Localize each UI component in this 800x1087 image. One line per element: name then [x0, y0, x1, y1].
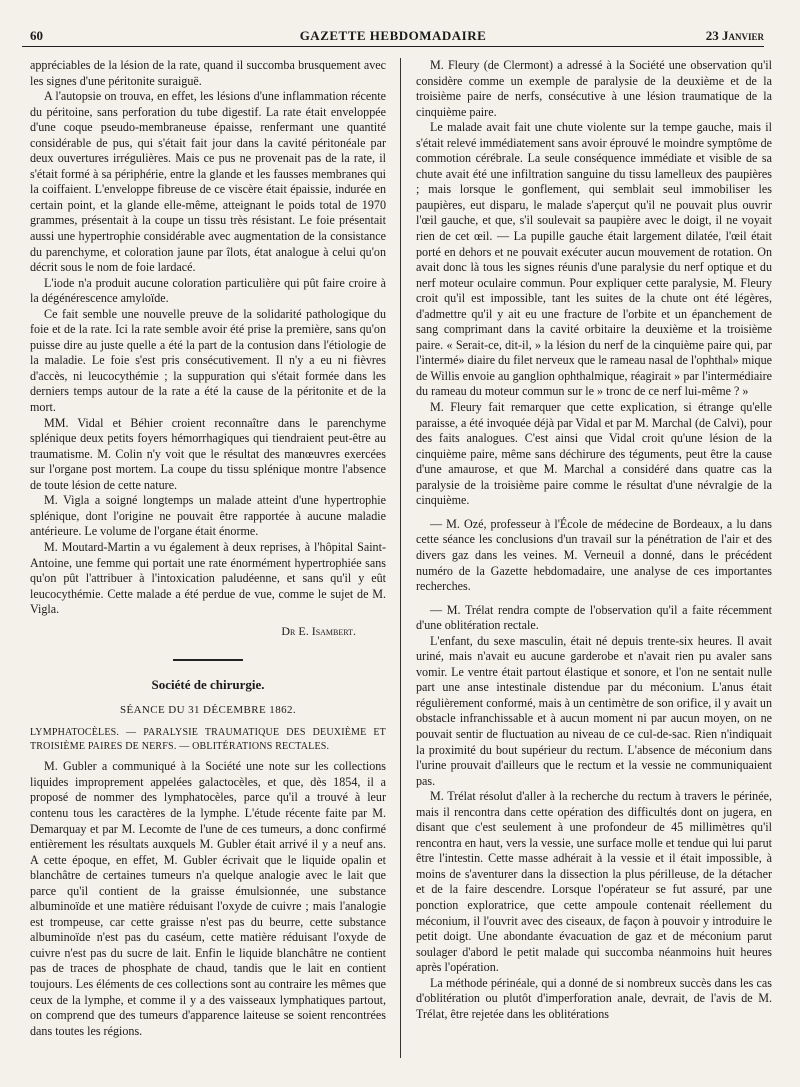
- paragraph: L'iode n'a produit aucune coloration particulière qui pût faire croire à la dégénérescence amyloïde.: [30, 275, 386, 306]
- paragraph: M. Vigla a soigné longtemps un malade atteint d'une hypertrophie splénique, dont l'origine ne pouvait être rapportée à aucune maladie antérieure. Le volume de l'organe était énorme.: [30, 493, 386, 539]
- section-topics: LYMPHATOCÈLES. — PARALYSIE TRAUMATIQUE DES DEUXIÈME ET TROISIÈME PAIRES DE NERFS. — OBLITÉRATIONS RECTALES.: [30, 727, 386, 752]
- section-title: Société de chirurgie.: [151, 677, 265, 693]
- author-signature: Dr E. Isambert.: [281, 623, 356, 638]
- paragraph: — M. Trélat rendra compte de l'observation qu'il a faite récemment d'une oblitération rectale.: [416, 602, 772, 633]
- page-number: 60: [30, 28, 43, 43]
- session-date: SÉANCE DU 31 DÉCEMBRE 1862.: [119, 703, 297, 716]
- paragraph: Ce fait semble une nouvelle preuve de la solidarité pathologique du foie et de la rate. Ici la rate semble avoir été prise la première, sans qu'on puisse dire au juste quelle a été la part de la contusion dans l'étiologie de la maladie. Le foie s'est pris consécutivement. Il n'y a eu ni fièvres d'accès, ni leucocythémie ; la suppuration qui s'était formée dans les derniers temps autour de la rate a été la cause de la péritonite et de la mort.: [30, 306, 386, 415]
- page-header: [22, 22, 764, 47]
- section-divider: [173, 659, 243, 661]
- issue-date: 23 Janvier: [705, 28, 764, 43]
- journal-title: GAZETTE HEBDOMADAIRE: [299, 28, 487, 43]
- paragraph: M. Moutard-Martin a vu également à deux reprises, à l'hôpital Saint-Antoine, une femme qui portait une rate énormément hypertrophiée sans qu'on pût l'attribuer à l'intoxication paludéenne, et sans qu'il y eût leucocythémie. Cette malade a été perdue de vue, comme le sujet de M. Vigla.: [30, 539, 386, 617]
- paragraph: M. Fleury fait remarquer que cette explication, si étrange qu'elle paraisse, a été invoquée déjà par Vidal et par M. Marchal (de Calvi), pour des faits analogues. C'est ainsi que Vidal croit qu'une lésion de la cinquième paire, même sans déchirure des téguments, peut être la cause d'une amaurose, et que M. Marchal a considéré dans quatre cas la paralysie de la troisième paire comme le résultat d'une névralgie de la cinquième.: [416, 400, 772, 508]
- left-column: [30, 58, 386, 1039]
- paragraph: appréciables de la lésion de la rate, quand il succomba brusquement avec les signes d'une péritonite suraiguë.: [30, 58, 386, 88]
- paragraph: MM. Vidal et Béhier croient reconnaître dans le parenchyme splénique deux petits foyers hémorrhagiques qui tiendraient peut-être au traumatisme. M. Colin n'y voit que le résultat des manœuvres exercées sur l'organe post mortem. La coupe du tissu splénique montre l'absence de toute lésion de cette nature.: [30, 415, 386, 492]
- paragraph: La méthode périnéale, qui a donné de si nombreux succès dans les cas d'oblitération ou plutôt d'imperforation anale, devrait, de l'avis de M. Trélat, être rejetée dans les oblitérations: [416, 975, 772, 1021]
- paragraph: L'enfant, du sexe masculin, était né depuis trente-six heures. Il avait uriné, mais n'avait eu aucune garderobe et n'avait rien pu avaler sans vomir. Le ventre était partout élastique et sonore, et l'on ne sentait nulle part une anse intestinale distendue par du méconium. L'anus était régulièrement conformé, mais à un centimètre de son orifice, il y avait un obstacle infranchissable et à aucun moment ni par aucun moyen, on ne pouvait sentir de fluctuation au niveau de ce cul-de-sac. Rien n'indiquait la proximité du bout supérieur du rectum. L'absence de méconium dans l'urine prouvait d'ailleurs que le rectum et la vessie ne communiquaient pas.: [416, 633, 772, 788]
- column-divider: [400, 58, 401, 1058]
- paragraph: — M. Ozé, professeur à l'École de médecine de Bordeaux, a lu dans cette séance les conclusions d'un travail sur la pénétration de l'air et des divers gaz dans les veines. M. Verneuil a donné, dans le précédent numéro de la Gazette hebdomadaire, une analyse de ces importantes recherches.: [416, 516, 772, 594]
- paragraph: M. Trélat résolut d'aller à la recherche du rectum à travers le périnée, mais il rencontra dans cette opération des difficultés dont on jugera, en disant que c'est seulement à une profondeur de 45 millimètres qu'il rencontra en haut, vers la vessie, une surface molle et tendue qui lui parut être l'intestin. Cette masse adhérait à la vessie et il était impossible, à moins de s'aventurer dans la dissection la plus périlleuse, de la détacher et de la faire descendre. Lorsque l'opérateur se fut assuré, par une ponction exploratrice, que cette ampoule contenait réellement du méconium, il l'ouvrit avec des ciseaux, de façon à pouvoir y introduire le petit doigt. Une abondante évacuation de gaz et de méconium parut soulager d'abord le petit malade qui succomba néanmoins huit heures après l'opération.: [416, 789, 772, 975]
- paragraph: Le malade avait fait une chute violente sur la tempe gauche, mais il s'était relevé immédiatement sans avoir éprouvé le moindre symptôme de commotion cérébrale. La seule conséquence immédiate et visible de sa chute avait été une infiltration sanguine du tissu lamelleux des paupières ; mais lorsque le gonflement, qui semblait seul immobiliser les paupières, eut disparu, le malade s'aperçut qu'il ne pouvait plus ouvrir l'œil gauche, et que, s'il soulevait sa paupière avec le doigt, il ne voyait rien de cet œil. — La pupille gauche était largement dilatée, l'œil était porté en dehors et ne pouvait exécuter aucun mouvement de rotation. On avait donc là tous les signes réunis d'une paralysie du nerf optique et du nerf moteur oculaire commun. Pour expliquer cette paralysie, M. Fleury croit qu'il est impossible, tant les suites de la chute ont été légères, d'admettre qu'il y ait eu une fracture de l'orbite et un épanchement de sang comprimant dans la cavité orbitaire la deuxième et la troisième paire. « Serait-ce, dit-il, » la lésion du nerf de la cinquième paire qui, par l'intermé» diaire du filet nerveux que le rameau nasal de l'ophthal» mique de Willis envoie au ganglion ophthalmique, réagirait » par l'intermédiaire du rameau du moteur commun sur le » tronc de ce nerf lui-même ? »: [416, 120, 772, 399]
- paragraph: A l'autopsie on trouva, en effet, les lésions d'une inflammation récente du péritoine, sans perforation du tube digestif. La rate était enveloppée d'une coque pseudo-membraneuse épaisse, renfermant une quantité considérable de pus, qui s'était fait jour dans la cavité péritonéale par deux ouvertures irrégulières. Mais ce pus ne provenait pas de la rate, il s'était formé à sa périphérie, entre la glande et les fausses membranes qui la coiffaient. L'enveloppe fibreuse de ce viscère était épaissie, indurée en certain point, et la glande elle-même, atteignant le poids total de 1970 grammes, présentait à la coupe un tissu très résistant. Le foie présentait aussi une hypertrophie considérable avec augmentation de la consistance du parenchyme, et coloration jaune par îlots, état analogue à celui qu'on décrit sous le nom de foie lardacé.: [30, 89, 386, 275]
- paragraph: M. Gubler a communiqué à la Société une note sur les collections liquides improprement appelées galactocèles, et que, dès 1854, il a proposé de nommer des lymphatocèles, parce qu'il a trouvé à leur contenu tous les caractères de la lymphe. L'étude récente faite par M. Demarquay et par M. Lecomte de l'une de ces tumeurs, a donc confirmé entièrement les résultats auxquels M. Gubler était arrivé il y a neuf ans. A cette époque, en effet, M. Gubler écrivait que le liquide opalin et blanchâtre de certaines tumeurs n'a quelque analogie avec le lait que parce qu'il contient de la graisse émulsionnée, une substance albuminoïde et une matière réduisant l'oxyde de cuivre ; mais l'analogie est trompeuse, car cette graisse n'est pas du beurre, cette substance albuminoïde n'est pas du caséum, cette matière réduisant l'oxyde de cuivre n'est pas du sucre de lait. Enfin le liquide blanchâtre ne contient pas de traces de phosphate de chaud, tandis que le lait en contient toujours. Les éléments de ces collections sont au contraire les mêmes que ceux de la lymphe, et comme il y a des vaisseaux lymphatiques partout, on comprend que des tumeurs d'apparence laiteuse se soient rencontrées dans toutes les régions.: [30, 759, 386, 1038]
- paragraph: M. Fleury (de Clermont) a adressé à la Société une observation qu'il considère comme un exemple de paralysie de la deuxième et de la troisième paire de nerfs, consécutive à une lésion traumatique de la cinquième paire.: [416, 58, 772, 119]
- right-column: [416, 58, 772, 1022]
